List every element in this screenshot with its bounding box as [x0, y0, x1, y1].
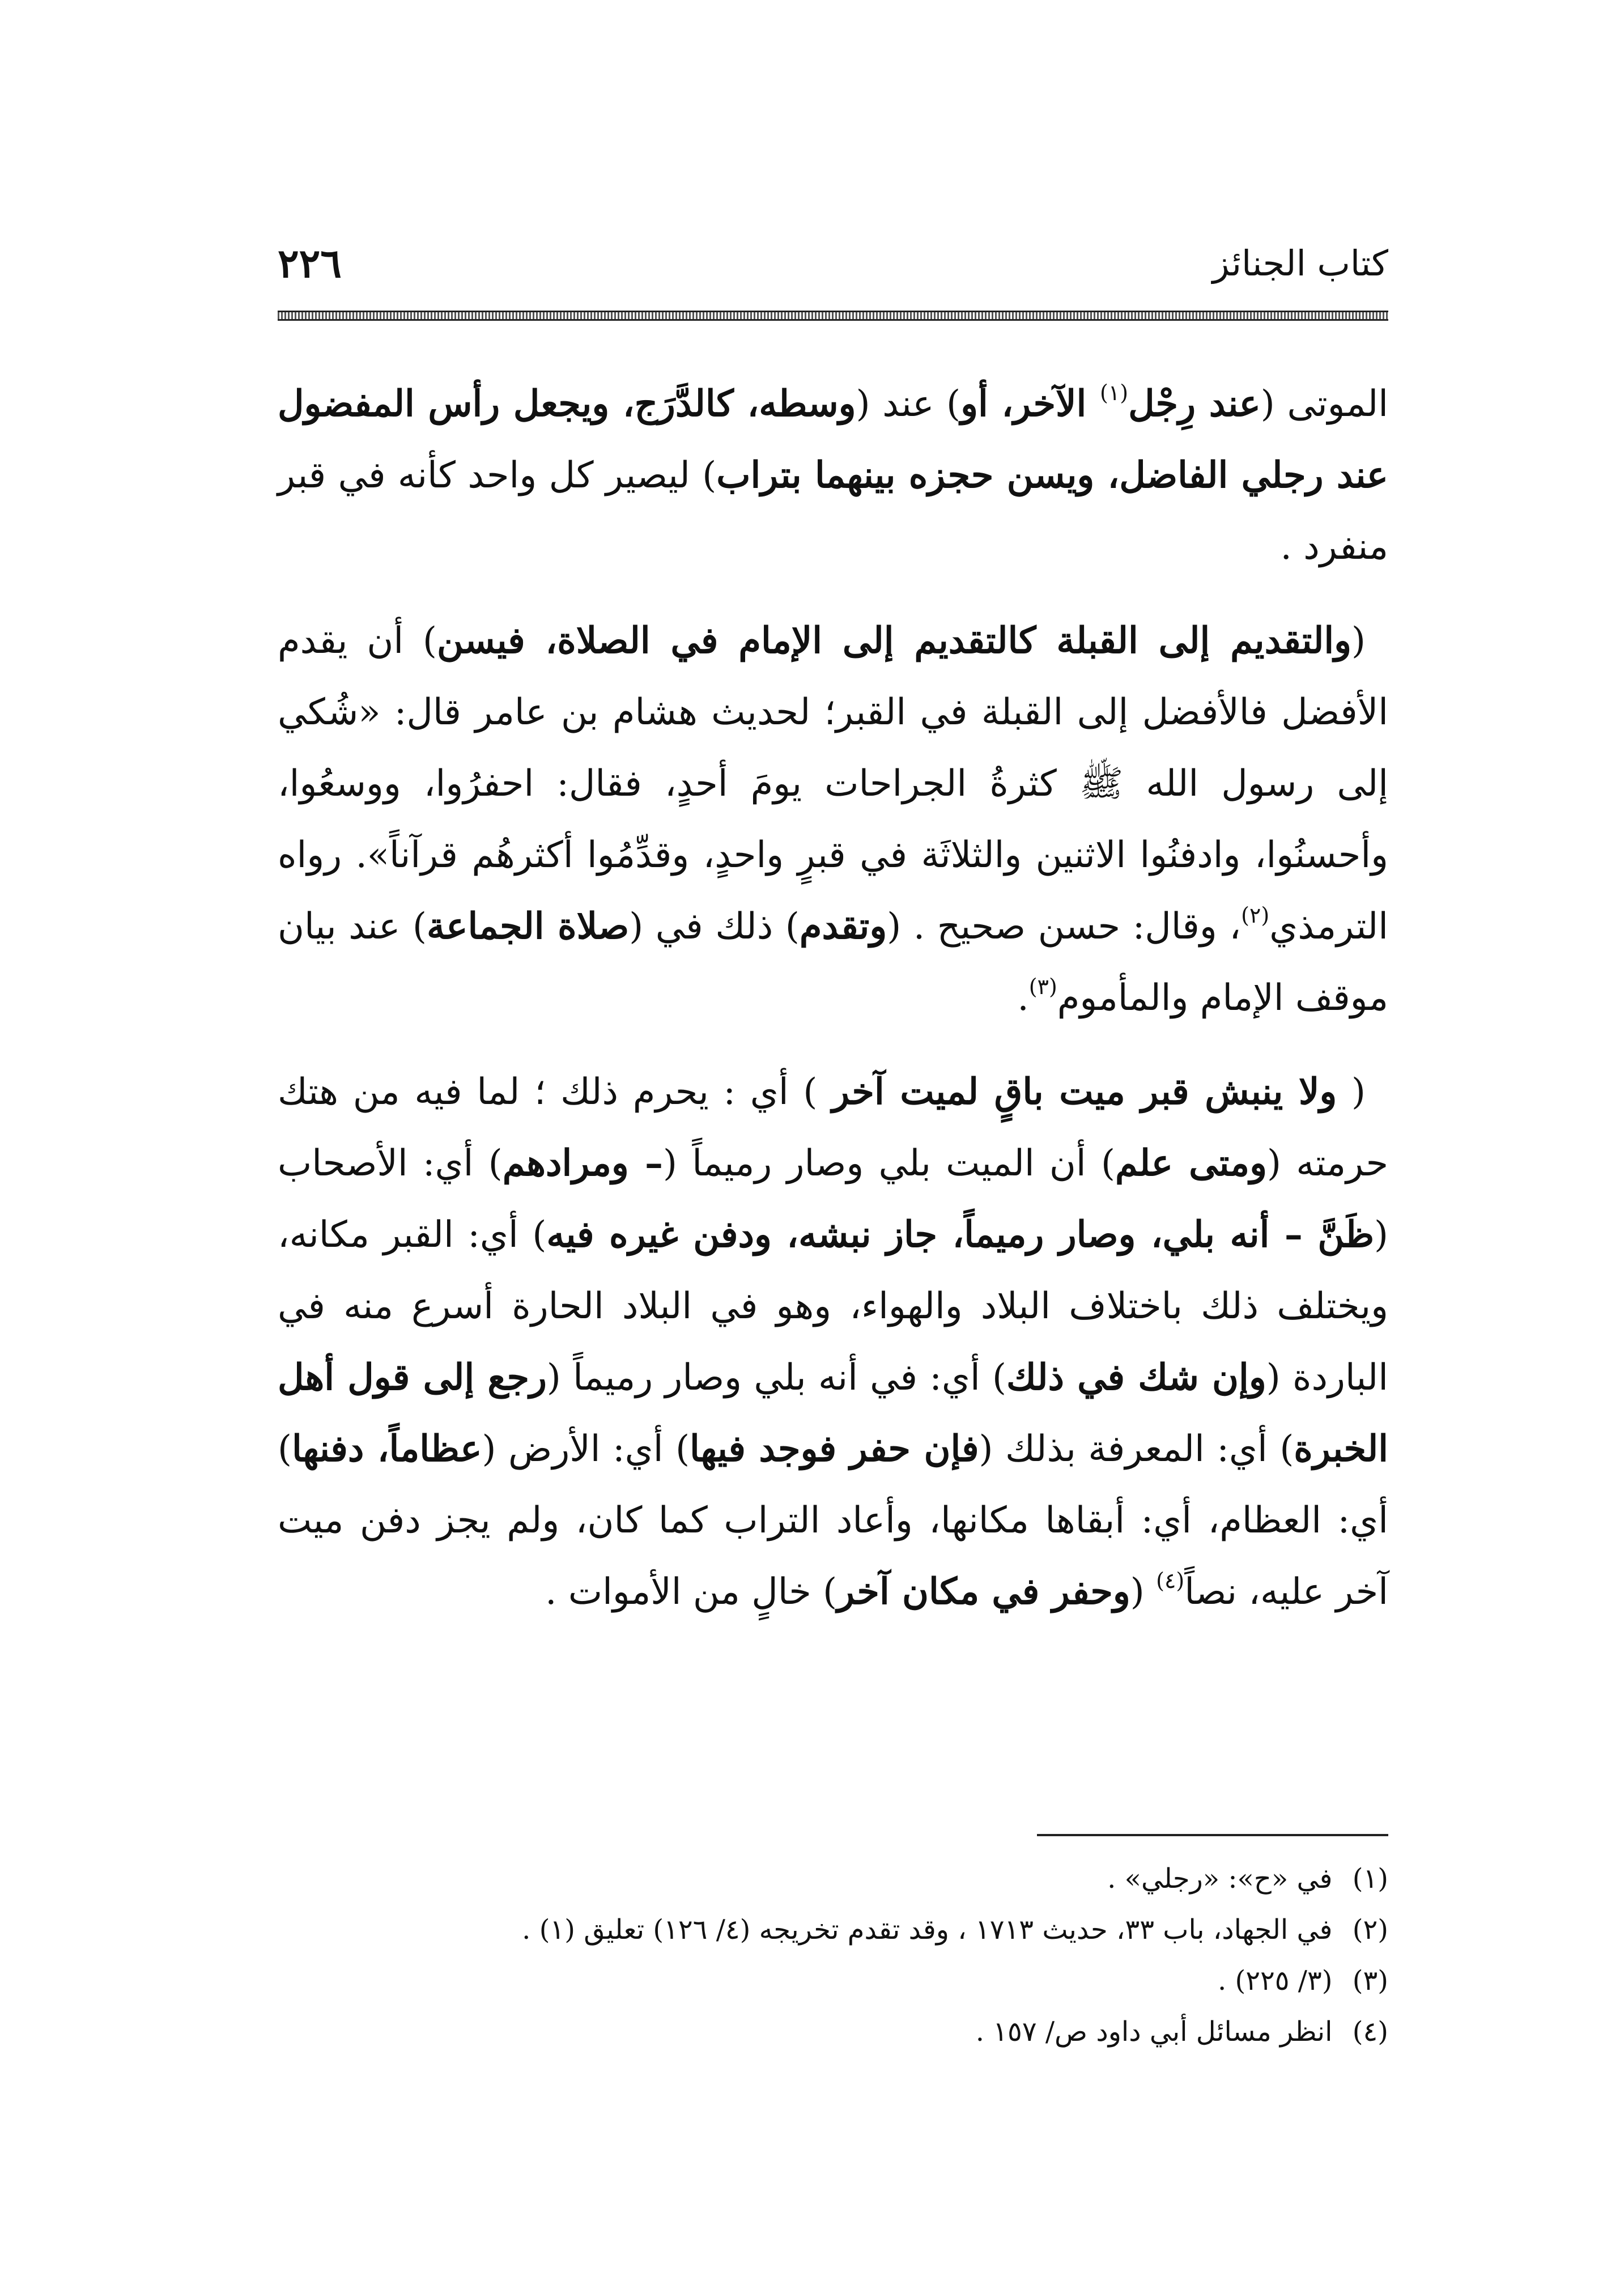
sharh-text: ) أي: المعرفة بذلك ( [979, 1428, 1294, 1470]
sharh-text: ) أي : يحرم ذلك ؛ لما فيه من هتك حرمته ( [278, 1071, 1389, 1184]
footnote-text: في «ح»: «رجلي» . [1107, 1863, 1333, 1895]
matn-text: وسطه، كالدَّرَج، ويجعل رأس المفضول عند رجلي الفاضل، ويسن حجزه بينهما بتراب [278, 383, 1388, 496]
footnote-3 [278, 1955, 1388, 2006]
footnote-marker: (٢) [1241, 903, 1270, 928]
sharh-text: ) عند بيان موقف الإمام والمأموم [278, 906, 1388, 1019]
sharh-text: ) أي: في أنه بلي وصار رميماً ( [546, 1357, 1006, 1399]
footnote-number: (٤) [1352, 2016, 1388, 2048]
matn-text: ظَنَّ – أنه بلي، وصار رميماً، جاز نبشه، ودفن غيره فيه [546, 1213, 1375, 1256]
main-text [278, 368, 1388, 1650]
sharh-text: ) أن الميت بلي وصار رميماً ( [663, 1143, 1115, 1184]
sharh-text: ) ليصير كل واحد كأنه في قبر منفرد . [278, 455, 1388, 568]
sharh-text: ، وقال: حسن صحيح . ( [887, 906, 1242, 948]
footnote-number: (٢) [1352, 1914, 1388, 1946]
paragraph-3 [278, 1056, 1388, 1628]
sharh-text: ( [1351, 620, 1366, 662]
footnotes [278, 1853, 1388, 2057]
matn-text: فإن حفر فوجد فيها [690, 1428, 979, 1470]
sharh-text: ) أن يقدم الأفضل فالأفضل إلى القبلة في القبر؛ لحديث هشام بن عامر قال: «شُكي إلى رسول الله ﷺ كثرةُ الجراحات يومَ أحدٍ، فقال: احفرُوا، ووسعُوا، وأحسنُوا، وادفنُوا الاثنين والثلاثَة في قبرٍ واحدٍ، وقدِّمُوا أكثرهُم قرآناً». رواه الترمذي [278, 620, 1389, 948]
sharh-text: ) ذلك في ( [629, 906, 800, 948]
matn-text: ولا ينبش قبر ميت باقٍ لميت آخر [832, 1071, 1337, 1113]
footnote-rule [1037, 1834, 1388, 1836]
footnote-1 [278, 1853, 1388, 1904]
matn-text: رجع إلى قول أهل الخبرة [278, 1356, 1389, 1470]
sharh-text: الموتى ( [1260, 383, 1389, 425]
footnote-number: (١) [1352, 1863, 1388, 1895]
sharh-text: ) أي: القبر مكانه، ويختلف ذلك باختلاف البلاد والهواء، وهو في البلاد الحارة أسرع منه في الباردة ( [278, 1214, 1388, 1399]
matn-text: صلاة الجماعة [426, 905, 630, 948]
footnote-text: انظر مسائل أبي داود ص/ ١٥٧ . [975, 2016, 1333, 2048]
footnote-marker: (٤) [1156, 1568, 1185, 1593]
matn-text: وإن شك في ذلك [1006, 1356, 1266, 1399]
matn-text: الآخر، أو [960, 383, 1100, 425]
footnote-4 [278, 2006, 1388, 2057]
matn-text: عظاماً، دفنها [291, 1428, 482, 1470]
running-head: كتاب الجنائز [1212, 243, 1388, 284]
sharh-text: . [1017, 977, 1029, 1019]
footnote-marker: (٣) [1028, 974, 1057, 999]
sharh-text: ( [1130, 1571, 1157, 1613]
footnote-text: (٣/ ٢٢٥) . [1217, 1965, 1333, 1997]
matn-text: وحفر في مكان آخر [837, 1570, 1130, 1613]
page-header [278, 235, 1388, 303]
sharh-text: ) أي: الأصحاب ( [278, 1143, 1389, 1256]
sharh-text: ( [1337, 1071, 1366, 1113]
matn-text: – ومرادهم [502, 1142, 664, 1184]
footnote-2 [278, 1904, 1388, 1955]
page-number: ٢٢٦ [278, 240, 342, 287]
footnote-number: (٣) [1352, 1965, 1388, 1997]
paragraph-1 [278, 368, 1388, 583]
footnote-marker: (١) [1100, 380, 1129, 405]
matn-text: ومتى علم [1115, 1142, 1267, 1184]
paragraph-2 [278, 605, 1388, 1034]
matn-text: وتقدم [799, 905, 887, 948]
sharh-text: ) أي: العظام، أي: أبقاها مكانها، وأعاد التراب كما كان، ولم يجز دفن ميت آخر عليه، نصاً [278, 1428, 1388, 1613]
header-rule [278, 311, 1388, 321]
footnote-text: في الجهاد، باب ٣٣، حديث ١٧١٣ ، وقد تقدم تخريجه (٤/ ١٢٦) تعليق (١) . [522, 1914, 1333, 1946]
matn-text: عند رِجْل [1128, 383, 1261, 425]
sharh-text: ) أي: الأرض ( [482, 1428, 690, 1470]
sharh-text: ) خالٍ من الأموات . [545, 1571, 837, 1613]
matn-text: والتقديم إلى القبلة كالتقديم إلى الإمام في الصلاة، فيسن [436, 619, 1352, 662]
sharh-text: ) عند ( [856, 383, 961, 425]
